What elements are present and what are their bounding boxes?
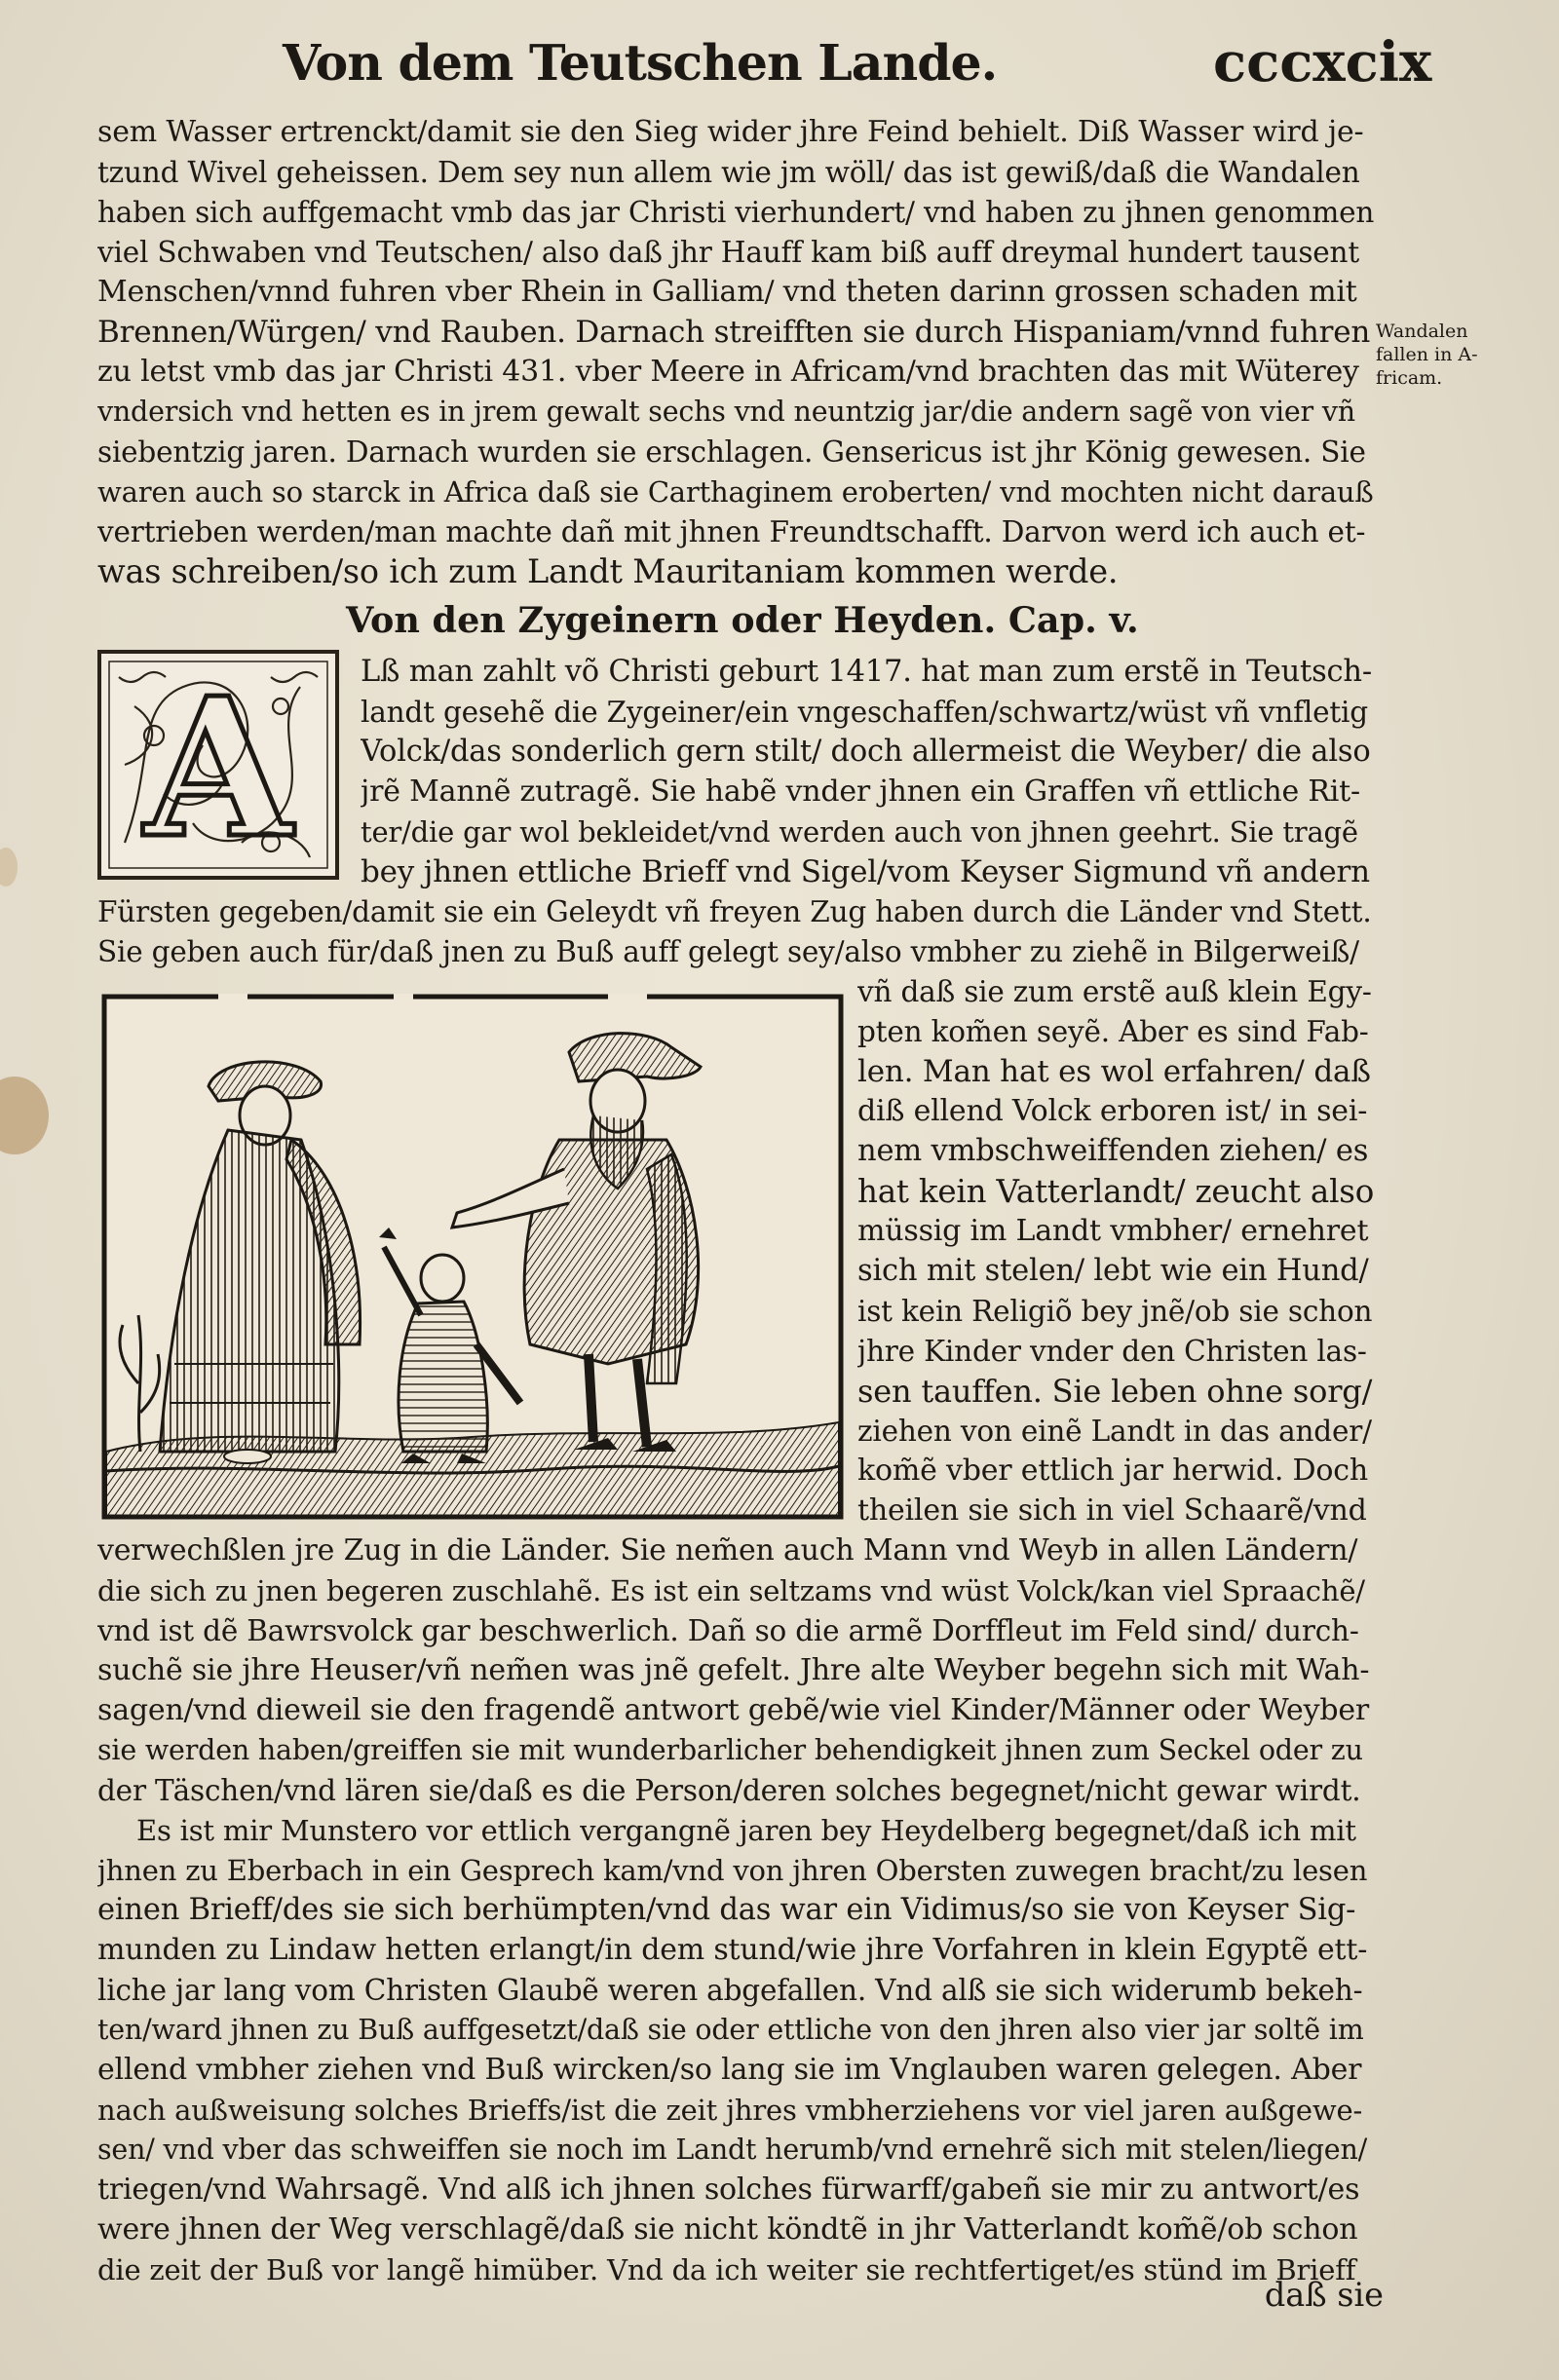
text-line: triegen/vnd Wahrsagẽ. Vnd alß ich jhnen solches fürwarff/gabeñ sie mir zu antwort/es — [97, 2172, 1360, 2207]
text-line: hat kein Vatterlandt/ zeucht also — [857, 1173, 1374, 1210]
text-line: die sich zu jnen begeren zuschlahẽ. Es ist ein seltzams vnd wüst Volck/kan viel Spraachẽ/ — [97, 1574, 1365, 1607]
text-line: Brennen/Würgen/ vnd Rauben. Darnach streifften sie durch Hispaniam/vnnd fuhren — [97, 315, 1371, 350]
paper-stain — [0, 848, 18, 887]
text-line: suchẽ sie jhre Heuser/vñ nem̃en was jnẽ gefelt. Jhre alte Weyber begehn sich mit Wah- — [97, 1653, 1370, 1687]
text-line: vñ daß sie zum erstẽ auß klein Egy- — [857, 975, 1372, 1008]
text-line: ter/die gar wol bekleidet/vnd werden auch von jhnen geehrt. Sie tragẽ — [361, 815, 1358, 849]
text-line: vertrieben werden/man machte dañ mit jhnen Freundtschafft. Darvon werd ich auch et- — [97, 515, 1366, 548]
text-line: die zeit der Buß vor langẽ himüber. Vnd da ich weiter sie rechtfertiget/es stünd im Brieff — [97, 2253, 1356, 2286]
text-line: sich mit stelen/ lebt wie ein Hund/ — [857, 1254, 1369, 1288]
text-line: Volck/das sonderlich gern stilt/ doch allermeist die Weyber/ die also — [361, 735, 1371, 769]
decorated-initial-art — [95, 648, 341, 882]
text-line: Fürsten gegeben/damit sie ein Geleydt vñ freyen Zug haben durch die Länder vnd Stett. — [97, 895, 1372, 928]
text-line: sen/ vnd vber das schweiffen sie noch im Landt herumb/vnd ernehrẽ sich mit stelen/liegen/ — [97, 2134, 1368, 2166]
decorated-initial — [95, 648, 341, 882]
text-line: verwechßlen jre Zug in die Länder. Sie nem̃en auch Mann vnd Weyb in allen Ländern/ — [97, 1533, 1358, 1568]
margin-note-line: fricam. — [1376, 367, 1443, 389]
margin-note-line: fallen in A- — [1376, 344, 1478, 365]
text-line: bey jhnen ettliche Brieff vnd Sigel/vom Keyser Sigmund vñ andern — [361, 854, 1370, 889]
text-line: siebentzig jaren. Darnach wurden sie erschlagen. Gensericus ist jhr König gewesen. Sie — [97, 435, 1366, 469]
text-line: waren auch so starck in Africa daß sie Carthaginem eroberten/ vnd mochten nicht darauß — [97, 475, 1374, 509]
text-line: was schreiben/so ich zum Landt Mauritaniam kommen werde. — [97, 552, 1119, 590]
text-line: zu letst vmb das jar Christi 431. vber Meere in Africam/vnd brachten das mit Wüterey — [97, 355, 1359, 389]
text-line: len. Man hat es wol erfahren/ daß — [857, 1054, 1371, 1089]
initial-letter-glyph: A — [143, 657, 293, 881]
text-line: ziehen von einẽ Landt in das ander/ — [857, 1415, 1372, 1448]
text-line: jhre Kinder vnder den Christen las- — [857, 1335, 1367, 1368]
text-line: vndersich vnd hetten es in jrem gewalt sechs vnd neuntzig jar/die andern sagẽ von vier vñ — [97, 396, 1355, 428]
text-line: were jhnen der Weg verschlagẽ/daß sie nicht köndtẽ in jhr Vatterlandt kom̃ẽ/ob schon — [97, 2212, 1358, 2247]
text-line: der Täschen/vnd lären sie/daß es die Person/deren solches begegnet/nicht gewar wirdt. — [97, 1774, 1361, 1807]
chapter-heading: Von den Zygeinern oder Heyden. Cap. v. — [346, 599, 1139, 641]
text-line: nach außweisung solches Brieffs/ist die zeit jhres vmbherziehens vor viel jaren außgewe- — [97, 2094, 1363, 2127]
paper-stain — [0, 1077, 49, 1154]
text-line: Sie geben auch für/daß jnen zu Buß auff gelegt sey/also vmbher zu ziehẽ in Bilgerweiß/ — [97, 935, 1359, 968]
margin-note — [1376, 320, 1551, 390]
text-line: kom̃ẽ vber ettlich jar herwid. Doch — [857, 1454, 1368, 1488]
running-title: Von dem Teutschen Lande. — [283, 34, 998, 92]
text-line: müssig im Landt vmbher/ ernehret — [857, 1214, 1369, 1248]
text-line: sie werden haben/greiffen sie mit wunderbarlicher behendigkeit jhnen zum Seckel oder zu — [97, 1734, 1363, 1766]
woodcut-image — [101, 994, 844, 1520]
text-line: jrẽ Mannẽ zutragẽ. Sie habẽ vnder jhnen ein Graffen vñ ettliche Rit- — [361, 774, 1360, 809]
text-line: sagen/vnd dieweil sie den fragendẽ antwort gebẽ/wie viel Kinder/Männer oder Weyber — [97, 1693, 1370, 1727]
woodcut-illustration — [101, 994, 844, 1520]
text-line: munden zu Lindaw hetten erlangt/in dem stund/wie jhre Vorfahren in klein Egyptẽ ett- — [97, 1933, 1368, 1967]
text-line: jhnen zu Eberbach in ein Gesprech kam/vnd von jhren Obersten zuwegen bracht/zu lesen — [97, 1854, 1368, 1887]
text-line: viel Schwaben vnd Teutschen/ also daß jhr Hauff kam biß auff dreymal hundert tausent — [97, 236, 1359, 269]
text-line: haben sich auffgemacht vmb das jar Christi vierhundert/ vnd haben zu jhnen genommen — [97, 196, 1374, 229]
text-line: ellend vmbher ziehen vnd Buß wircken/so lang sie im Vnglauben waren gelegen. Aber — [97, 2053, 1362, 2087]
text-line: ist kein Religiõ bey jnẽ/ob sie schon — [857, 1295, 1373, 1328]
text-line: ten/ward jhnen zu Buß auffgesetzt/daß sie oder ettliche von den jhren also vier jar soltẽ im — [97, 2014, 1364, 2046]
text-line: sem Wasser ertrenckt/damit sie den Sieg wider jhre Feind behielt. Diß Wasser wird je- — [97, 115, 1364, 149]
text-line: tzund Wivel geheissen. Dem sey nun allem wie jm wöll/ das ist gewiß/daß die Wandalen — [97, 156, 1360, 189]
catchword: daß sie — [1264, 2276, 1384, 2314]
margin-note-line: Wandalen — [1376, 321, 1468, 342]
text-line: Menschen/vnnd fuhren vber Rhein in Galliam/ vnd theten darinn grossen schaden mit — [97, 275, 1357, 309]
folio-number: cccxcix — [1213, 30, 1432, 94]
text-line: theilen sie sich in viel Schaarẽ/vnd — [857, 1493, 1367, 1528]
text-line: nem vmbschweiffenden ziehen/ es — [857, 1134, 1369, 1168]
text-line: landt gesehẽ die Zygeiner/ein vngeschaffen/schwartz/wüst vñ vnfletig — [361, 696, 1368, 729]
text-line: pten kom̃en seyẽ. Aber es sind Fab- — [857, 1015, 1369, 1048]
text-line: Es ist mir Munstero vor ettlich vergangnẽ jaren bey Heydelberg begegnet/daß ich mit — [136, 1814, 1356, 1847]
text-line: sen tauffen. Sie leben ohne sorg/ — [857, 1373, 1373, 1410]
text-line: diß ellend Volck erboren ist/ in sei- — [857, 1094, 1368, 1128]
text-line: vnd ist dẽ Bawrsvolck gar beschwerlich. Dañ so die armẽ Dorffleut im Feld sind/ durch- — [97, 1614, 1359, 1647]
text-line: Lß man zahlt võ Christi geburt 1417. hat man zum erstẽ in Teutsch- — [361, 655, 1372, 689]
text-line: liche jar lang vom Christen Glaubẽ weren abgefallen. Vnd alß sie sich widerumb bekeh- — [97, 1974, 1363, 2007]
text-line: einen Brieff/des sie sich berhümpten/vnd das war ein Vidimus/so sie von Keyser Sig- — [97, 1893, 1356, 1927]
